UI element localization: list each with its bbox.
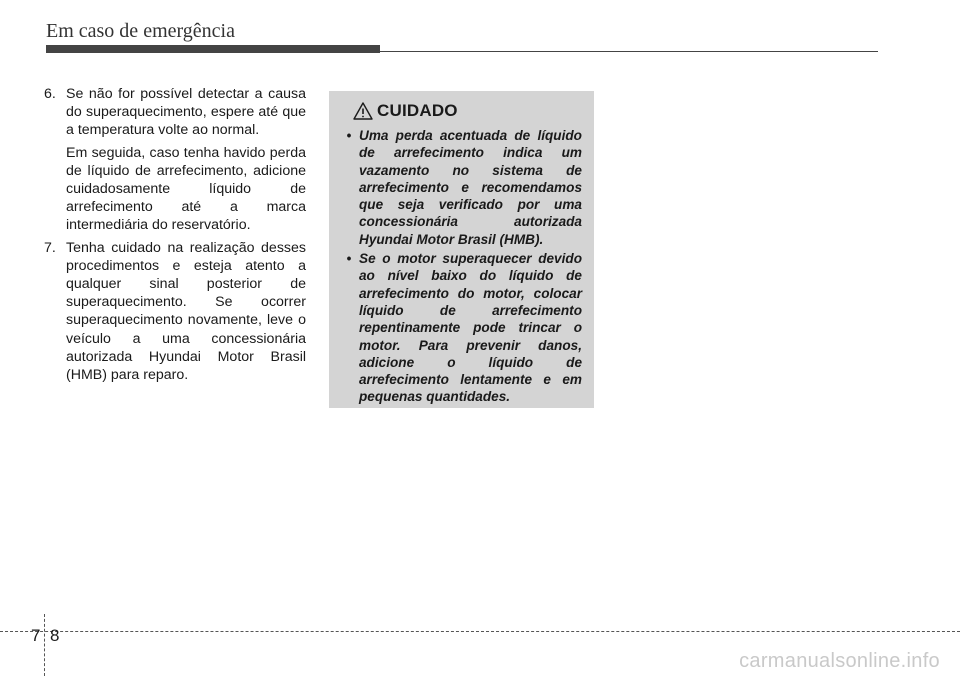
caution-header: [353, 101, 582, 121]
step-number: 7.: [44, 239, 56, 256]
header-rule-thick: [46, 45, 380, 53]
step-paragraph: Tenha cuidado na realização desses procedimentos e esteja atento a qualquer sinal posterior de superaquecimento. Se ocorrer superaquecimento novamente, leve o veículo a uma concessionária autorizada Hyundai Motor Brasil (HMB) para reparo.: [66, 239, 306, 384]
header-rule-thin: [380, 51, 878, 52]
caution-bullet-text: Se o motor superaquecer devido ao nível baixo do líquido de arrefecimento do motor, colocar líquido de arrefecimento repentinamente pode trincar o motor. Para prevenir danos, adicione o líquido de arrefecimento lentamente e em pequenas quantidades.: [359, 251, 582, 405]
procedure-step: [44, 239, 306, 389]
procedure-column: [44, 85, 306, 388]
step-paragraph: Se não for possível detectar a causa do superaquecimento, espere até que a temperatura volte ao normal.: [66, 86, 306, 139]
watermark: carmanualsonline.info: [739, 650, 940, 672]
chapter-number: 7: [31, 626, 41, 645]
step-body: [66, 239, 306, 389]
footer-divider: [44, 614, 45, 676]
caution-bullet-text: Uma perda acentuada de líquido de arrefecimento indica um vazamento no sistema de arrefecimento e recomendamos que seja verificado por uma concessionária autorizada Hyundai Motor Brasil (HMB).: [359, 128, 582, 247]
step-paragraph: Em seguida, caso tenha havido perda de líquido de arrefecimento, adicione cuidadosamente líquido de arrefecimento até a marca intermediária do reservatório.: [66, 144, 306, 234]
warning-triangle-icon: [353, 102, 373, 120]
bullet-dot-icon: •: [346, 128, 352, 143]
caution-bullet: [339, 250, 582, 406]
step-body: [66, 85, 306, 239]
page-number: 8: [50, 626, 60, 645]
caution-box: [329, 91, 594, 408]
section-title: Em caso de emergência: [46, 20, 235, 42]
caution-title: CUIDADO: [377, 101, 458, 120]
footer-rule: [0, 631, 960, 632]
caution-bullet: [339, 127, 582, 248]
step-number: 6.: [44, 86, 56, 102]
procedure-step: [44, 85, 306, 239]
bullet-dot-icon: •: [346, 251, 352, 267]
